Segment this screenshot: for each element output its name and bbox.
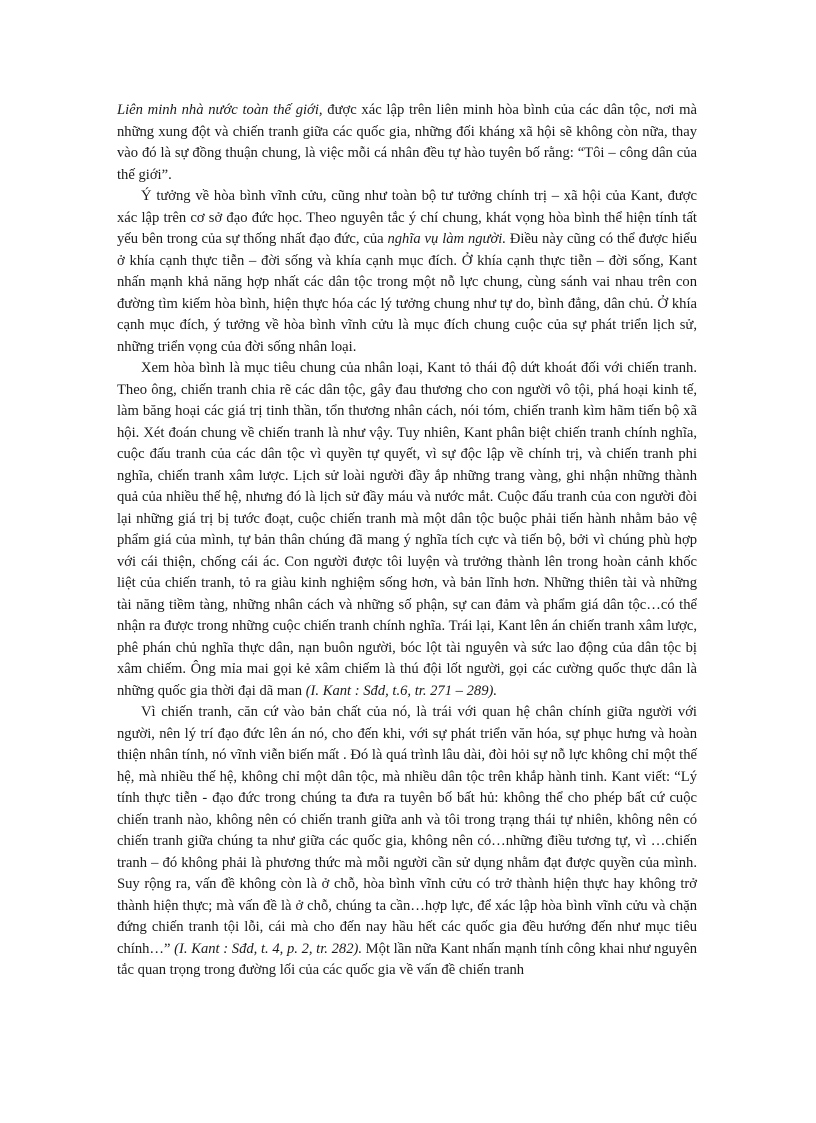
paragraph-1-italic-lead: Liên minh nhà nước toàn thế giới, — [117, 102, 323, 118]
paragraph-3-text: Xem hòa bình là mục tiêu chung của nhân loại, Kant tỏ thái độ dứt khoát đối với chiến tranh. Theo ông, chiến tranh chia rẽ các dân tộc, gây đau thương cho con người vô tội, phá hoại kinh tế, làm băng hoại các giá trị tinh thần, tổn thương nhân cách, nói tóm, chiến tranh kìm hãm tiến bộ xã hội. Xét đoán chung về chiến tranh là như vậy. Tuy nhiên, Kant phân biệt chiến tranh chính nghĩa, cuộc đấu tranh của các dân tộc vì quyền tự quyết, vì sự độc lập về chính trị, và chiến tranh phi nghĩa, chiến tranh xâm lược. Lịch sử loài người đầy ắp những trang vàng, ghi nhận những thành quả của nhiều thế hệ, nhưng đó là lịch sử đầy máu và nước mắt. Cuộc đấu tranh của con người đòi lại những giá trị bị tước đoạt, cuộc chiến tranh mà một dân tộc buộc phải tiến hành nhằm bảo vệ phẩm giá của mình, tự bản thân chúng đã mang ý nghĩa tích cực và tiến bộ, bởi vì chúng phù hợp với cái thiện, chống cái ác. Con người được tôi luyện và trưởng thành lên trong hoàn cảnh khốc liệt của chiến tranh, tỏ ra giàu kinh nghiệm sống hơn, và bản lĩnh hơn. Những thiên tài và những tài năng tiềm tàng, những nhân cách và những số phận, sự can đảm và phẩm giá dân tộc…có thể nhận ra được trong những cuộc chiến tranh chính nghĩa. Trái lại, Kant lên án chiến tranh xâm lược, phê phán chủ nghĩa thực dân, nạn buôn người, bóc lột tài nguyên và sức lao động của dân tộc bị xâm chiếm. Ông mỉa mai gọi kẻ xâm chiếm là thú đội lốt người, gọi các cường quốc thực dân là những quốc gia thời đại dã man — [117, 360, 697, 699]
document-body — [117, 100, 697, 982]
paragraph-3 — [117, 358, 697, 702]
paragraph-4-text-a: Vì chiến tranh, căn cứ vào bản chất của nó, là trái với quan hệ chân chính giữa người với người, nên lý trí đạo đức lên án nó, cho đến khi, với sự phát triển văn hóa, sự phục hưng và hoàn thiện nhân tính, nó vĩnh viễn biến mất . Đó là quá trình lâu dài, đòi hỏi sự nỗ lực không chỉ một thế hệ, mà nhiều thế hệ, không chỉ một dân tộc, mà nhiều dân tộc trên khắp hành tinh. Kant viết: “Lý tính thực tiễn - đạo đức trong chúng ta đưa ra tuyên bố bất hủ: không thể cho phép bất cứ cuộc chiến tranh nào, không nên có chiến tranh giữa anh và tôi trong trạng thái tự nhiên, không nên có chiến tranh giữa chúng ta như giữa các quốc gia, không nên có…những điều tương tự, vì …chiến tranh – đó không phải là phương thức mà mỗi người cần sử dụng nhằm đạt được quyền của mình. Suy rộng ra, vấn đề không còn là ở chỗ, hòa bình vĩnh cửu có trở thành hiện thực hay không trở thành hiện thực; mà vấn đề là ở chỗ, chúng ta cần…hợp lực, để xác lập hòa bình vĩnh cửu và chặn đứng chiến tranh tội lỗi, cái mà cho đến nay hầu hết các quốc gia đều hướng đến như mục tiêu chính…” — [117, 704, 697, 957]
paragraph-2-text-a: Ý tưởng về hòa bình vĩnh cửu, cũng như toàn bộ tư tưởng chính trị – xã hội của Kant, được xác lập trên cơ sở đạo đức học. Theo nguyên tắc ý chí chung, khát vọng hòa bình thể hiện tính tất yếu bên trong của sự thống nhất đạo đức, của — [117, 188, 697, 247]
paragraph-2-text-b: Điều này cũng có thể được hiểu ở khía cạnh thực tiễn – đời sống và khía cạnh mục đích. Ở khía cạnh thực tiễn – đời sống, Kant nhấn mạnh khả năng hợp nhất các dân tộc trong một nỗ lực chung, cùng sánh vai nhau trên con đường tìm kiếm hòa bình, hiện thực hóa các lý tưởng chung như tự do, bình đẳng, dân chủ. Ở khía cạnh mục đích, ý tưởng về hòa bình vĩnh cửu là mục đích chung cuộc của sự phát triển lịch sử, những triển vọng của đời sống nhân loại. — [117, 231, 697, 355]
paragraph-4-citation: (I. Kant : Sđd, t. 4, p. 2, tr. 282). — [174, 940, 363, 957]
paragraph-3-citation: (I. Kant : Sđd, t.6, tr. 271 – 289). — [305, 682, 498, 699]
paragraph-1 — [117, 100, 697, 186]
paragraph-4-text-b: Một lần nữa Kant nhấn mạnh tính công khai như nguyên tắc quan trọng trong đường lối của các quốc gia về vấn đề chiến tranh — [117, 940, 697, 978]
paragraph-1-text: được xác lập trên liên minh hòa bình của các dân tộc, nơi mà những xung đột và chiến tranh giữa các quốc gia, những đối kháng xã hội sẽ không còn nữa, thay vào đó là sự đồng thuận chung, là việc mỗi cá nhân đều tự hào tuyên bố rằng: “Tôi – công dân của thế giới”. — [117, 102, 698, 183]
paragraph-4 — [117, 702, 697, 982]
paragraph-2 — [117, 186, 697, 358]
paragraph-2-italic-phrase: nghĩa vụ làm người. — [387, 231, 506, 247]
